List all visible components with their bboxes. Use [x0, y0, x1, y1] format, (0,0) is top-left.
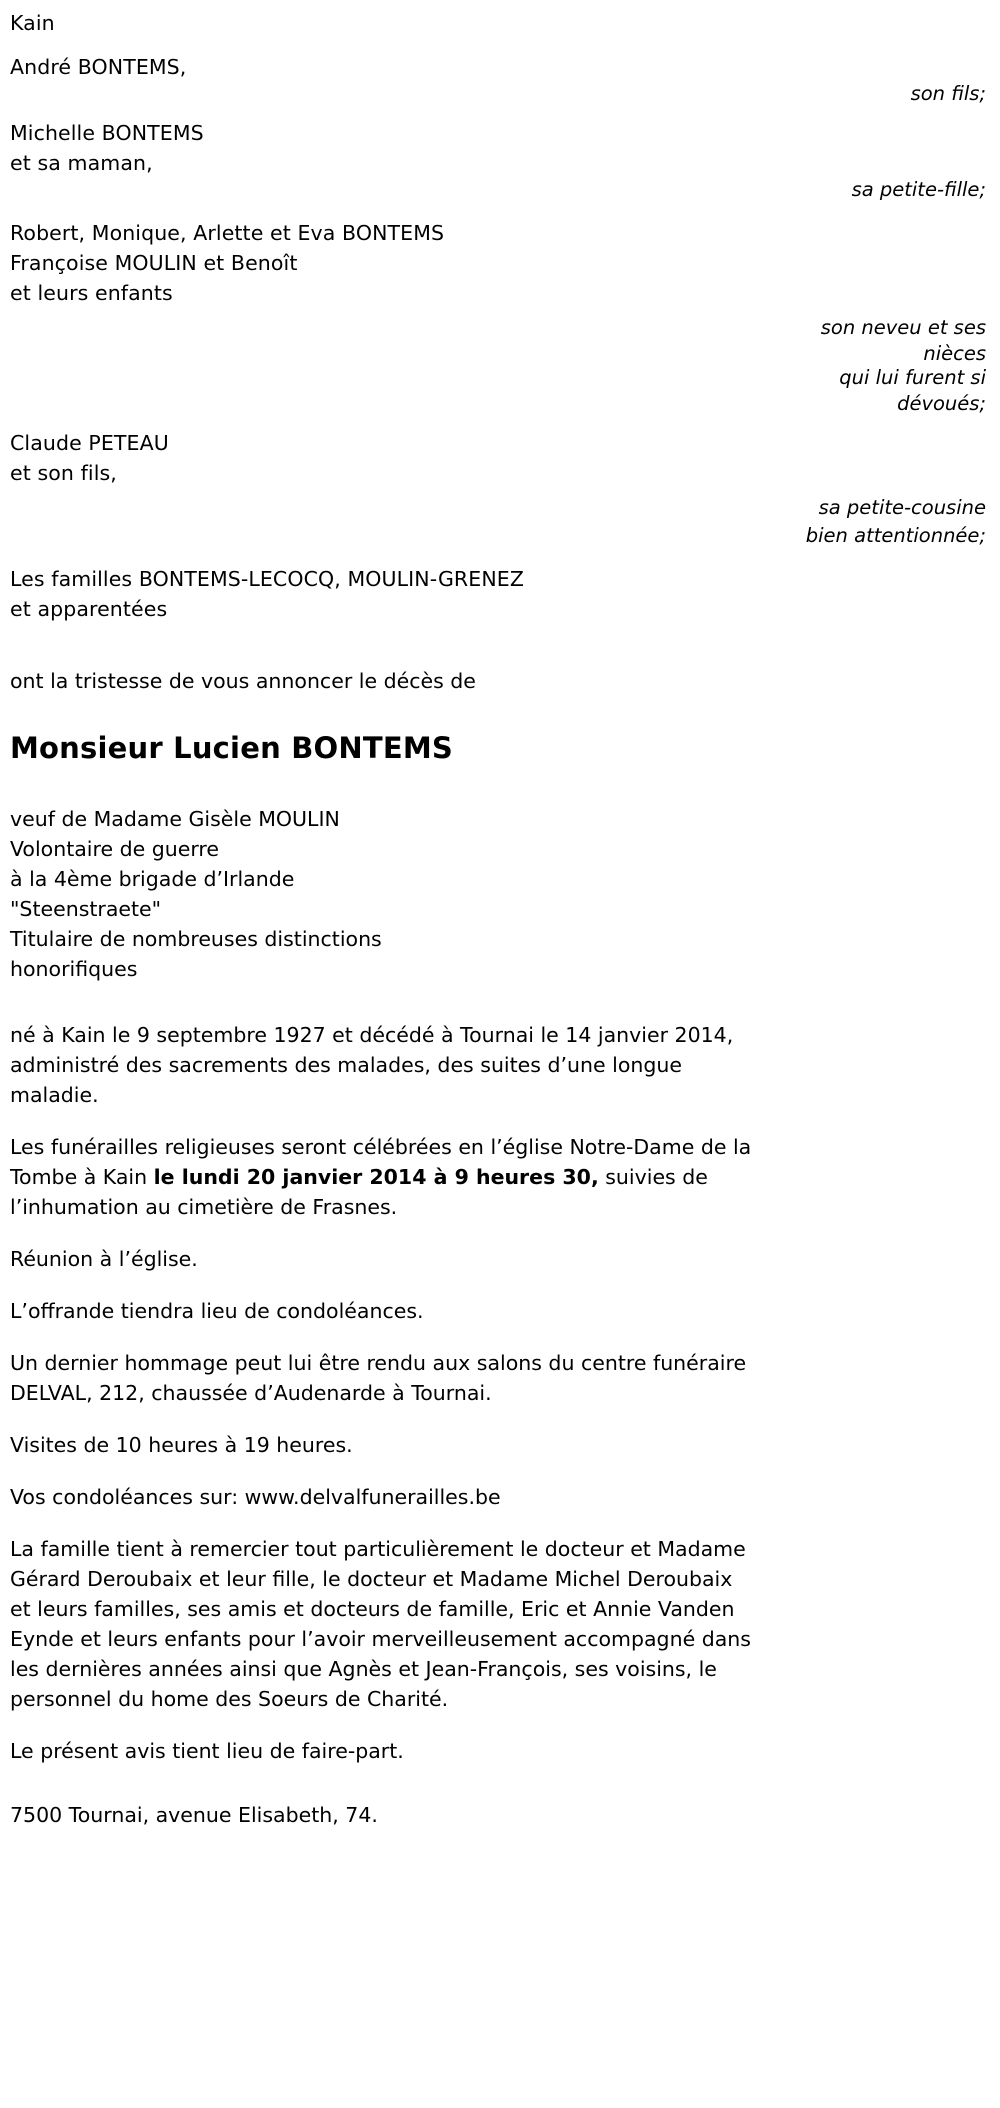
funeral-text-post: suivies de l’inhumation au cimetière de Frasnes. — [10, 1165, 708, 1219]
relation-3 — [10, 314, 988, 418]
bio-line: Volontaire de guerre — [10, 837, 220, 861]
family-block-1 — [10, 52, 988, 82]
bio-line: veuf de Madame Gisèle MOULIN — [10, 807, 340, 831]
family-name-line: et son fils, — [10, 461, 117, 485]
birth-death-paragraph: né à Kain le 9 septembre 1927 et décédé à Tournai le 14 janvier 2014, administré des sacrements des malades, des suites d’une longue maladie. — [10, 1023, 734, 1107]
family-names-1 — [10, 52, 650, 82]
funeral-paragraph — [10, 1132, 752, 1222]
family-block-2 — [10, 118, 988, 178]
family-address: 7500 Tournai, avenue Elisabeth, 74. — [10, 1803, 378, 1827]
locality-text: Kain — [10, 11, 55, 35]
family-names-3 — [10, 218, 650, 308]
family-block-3 — [10, 218, 988, 308]
relation-line: dévoués; — [897, 392, 986, 415]
family-name-line: et leurs enfants — [10, 281, 173, 305]
funeral-datetime: le lundi 20 janvier 2014 à 9 heures 30, — [153, 1165, 599, 1189]
family-names-2 — [10, 118, 650, 178]
family-name-line: et sa maman, — [10, 151, 153, 175]
bio-line: "Steenstraete" — [10, 897, 162, 921]
funeral-text-pre: Les funérailles religieuses seront célébrées en l’église Notre-Dame de la Tombe à Kain — [10, 1135, 752, 1189]
family-name-line: Françoise MOULIN et Benoît — [10, 251, 298, 275]
family-name-line: Claude PETEAU — [10, 431, 169, 455]
thanks-paragraph: La famille tient à remercier tout particulièrement le docteur et Madame Gérard Deroubaix et leur fille, le docteur et Madame Michel Deroubaix et leurs familles, ses amis et docteurs de famille, Eric et Annie Vanden Eynde et leurs enfants pour l’avoir merveilleusement accompagné dans les dernières années ainsi que Agnès et Jean-François, ses voisins, le personnel du home des Soeurs de Charité. — [10, 1537, 751, 1711]
family-name-line: André BONTEMS, — [10, 55, 187, 79]
condolences-paragraph: Vos condoléances sur: www.delvalfunerailles.be — [10, 1485, 501, 1509]
reunion-paragraph: Réunion à l’église. — [10, 1247, 198, 1271]
locality-header — [10, 8, 650, 38]
relation-line: qui lui furent si — [839, 366, 986, 389]
relation-line: bien attentionnée; — [805, 524, 986, 547]
relation-1 — [10, 80, 988, 108]
relation-line: son fils; — [910, 82, 986, 105]
visits-paragraph: Visites de 10 heures à 19 heures. — [10, 1433, 353, 1457]
offering-paragraph: L’offrande tiendra lieu de condoléances. — [10, 1299, 424, 1323]
relation-line: sa petite-fille; — [851, 178, 986, 201]
relation-line: son neveu et ses — [820, 316, 986, 339]
announcement-lead: ont la tristesse de vous annoncer le décès de — [10, 669, 476, 693]
family-name-line: Michelle BONTEMS — [10, 121, 204, 145]
family-names-4 — [10, 428, 650, 488]
notice-paragraph: Le présent avis tient lieu de faire-part. — [10, 1739, 404, 1763]
deceased-name: Monsieur Lucien BONTEMS — [10, 731, 453, 765]
bio-line: Titulaire de nombreuses distinctions — [10, 927, 382, 951]
family-name-line: et apparentées — [10, 597, 168, 621]
relation-line: nièces — [923, 342, 986, 365]
relation-4 — [10, 494, 988, 550]
relation-2 — [10, 176, 988, 204]
bio-line: à la 4ème brigade d’Irlande — [10, 867, 295, 891]
family-name-line: Robert, Monique, Arlette et Eva BONTEMS — [10, 221, 445, 245]
family-name-line: Les familles BONTEMS-LECOCQ, MOULIN-GRENEZ — [10, 567, 524, 591]
family-names-5 — [10, 564, 650, 624]
deceased-bio — [10, 804, 988, 984]
family-block-5 — [10, 564, 988, 624]
family-block-4 — [10, 428, 988, 488]
bio-line: honorifiques — [10, 957, 138, 981]
homage-paragraph: Un dernier hommage peut lui être rendu aux salons du centre funéraire DELVAL, 212, chaussée d’Audenarde à Tournai. — [10, 1351, 747, 1405]
relation-line: sa petite-cousine — [818, 496, 986, 519]
